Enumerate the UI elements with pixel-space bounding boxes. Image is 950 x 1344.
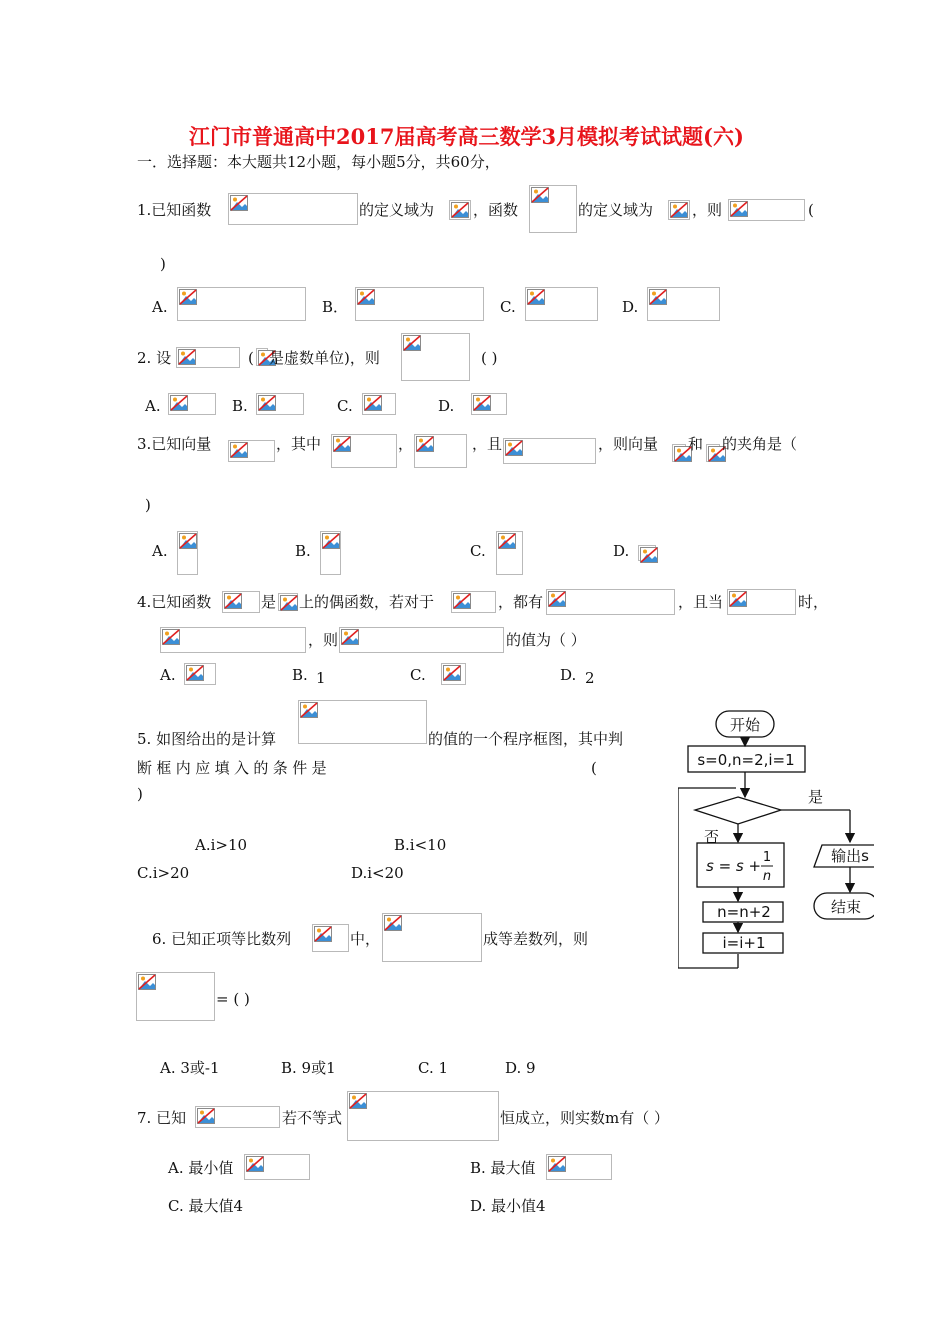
broken-image-icon	[230, 195, 248, 211]
option-label: D. 9	[505, 1059, 536, 1077]
formula-image	[546, 1154, 612, 1180]
formula-image	[441, 663, 466, 685]
q2-paren: ( )	[481, 349, 498, 367]
broken-image-icon	[649, 289, 667, 305]
formula-image	[503, 438, 596, 464]
formula-image	[176, 347, 240, 368]
option-label: C.	[500, 298, 516, 316]
step-n-label: n=n+2	[717, 903, 771, 921]
option-value: 1	[316, 669, 326, 687]
formula-image	[449, 200, 471, 220]
formula-image	[160, 627, 306, 653]
broken-image-icon	[230, 442, 248, 458]
option-label: D.	[613, 542, 630, 560]
q5-text: 5. 如图给出的是计算	[137, 730, 277, 748]
q4-text: ，则	[308, 631, 339, 649]
q5-text: )	[137, 785, 143, 803]
q3-text: ，	[398, 435, 414, 453]
formula-image	[228, 193, 358, 225]
end-label: 结束	[830, 898, 862, 916]
broken-image-icon	[186, 665, 204, 681]
option-label: B．	[322, 298, 349, 316]
broken-image-icon	[179, 289, 197, 305]
q3-paren: )	[145, 496, 151, 514]
step-i-label: i=i+1	[722, 934, 766, 952]
broken-image-icon	[730, 201, 748, 217]
formula-image	[256, 393, 304, 415]
broken-image-icon	[258, 395, 276, 411]
formula-image	[401, 333, 470, 381]
option-label: B. 最大值	[470, 1159, 536, 1177]
broken-image-icon	[341, 629, 359, 645]
broken-image-icon	[364, 395, 382, 411]
option-label: C. 1	[418, 1059, 449, 1077]
formula-image	[244, 1154, 310, 1180]
q4-text: 时，	[798, 593, 829, 611]
option-label: B.i<10	[394, 836, 447, 854]
broken-image-icon	[246, 1156, 264, 1172]
q2-text: (	[248, 349, 254, 367]
broken-image-icon	[670, 202, 688, 218]
formula-image	[668, 200, 690, 220]
formula-image	[728, 199, 805, 221]
broken-image-icon	[640, 547, 658, 563]
q1-text: 的定义域为	[578, 201, 654, 219]
broken-image-icon	[170, 395, 188, 411]
section-heading: 一．选择题：本大题共12小题，每小题5分，共60分，	[137, 153, 500, 171]
page-title: 江门市普通高中2017届高考高三数学3月模拟考试试题(六)	[189, 124, 744, 149]
broken-image-icon	[280, 595, 298, 611]
q4-text: 的值为（ ）	[506, 631, 586, 649]
formula-image	[256, 348, 268, 366]
q3-text: ，其中	[276, 435, 322, 453]
formula-image	[331, 434, 397, 468]
program-flowchart	[678, 706, 874, 972]
q3-text: 的夹角是（	[722, 435, 798, 453]
option-label: B.	[292, 666, 308, 684]
q3-text: 3.已知向量	[137, 435, 212, 453]
q6-text: 中，	[350, 930, 381, 948]
q7-text: 7. 已知	[137, 1109, 187, 1127]
q2-text: 是虚数单位)，则	[269, 349, 380, 367]
formula-image	[727, 589, 796, 615]
option-label: A.	[152, 542, 168, 560]
formula-image	[496, 531, 523, 575]
formula-image	[672, 444, 686, 462]
broken-image-icon	[403, 335, 421, 351]
formula-image	[177, 531, 198, 575]
option-label: B.	[295, 542, 311, 560]
broken-image-icon	[357, 289, 375, 305]
option-label: D.i<20	[351, 864, 404, 882]
formula-image	[414, 434, 467, 468]
option-label: A.	[160, 666, 176, 684]
formula-image	[355, 287, 484, 321]
broken-image-icon	[729, 591, 747, 607]
option-label: A. 最小值	[168, 1159, 234, 1177]
formula-image	[312, 924, 349, 952]
formula-image	[195, 1106, 280, 1128]
broken-image-icon	[531, 187, 549, 203]
option-label: A.i>10	[195, 836, 248, 854]
option-label: C.i>20	[137, 864, 190, 882]
formula-image	[228, 440, 275, 462]
assign-label: s = s +	[706, 857, 762, 875]
q1-text: 1.已知函数	[137, 201, 212, 219]
option-label: A.	[145, 397, 161, 415]
formula-image	[647, 287, 720, 321]
formula-image	[339, 627, 504, 653]
yes-label: 是	[808, 788, 824, 806]
formula-image	[136, 972, 215, 1021]
q5-text: 断框内应填入的条件是	[137, 759, 332, 777]
q5-text: (	[591, 759, 597, 777]
formula-image	[546, 589, 675, 615]
broken-image-icon	[384, 915, 402, 931]
q4-text: 4.已知函数	[137, 593, 212, 611]
formula-image	[347, 1091, 499, 1141]
option-label: B. 9或1	[281, 1059, 336, 1077]
q7-text: 若不等式	[282, 1109, 343, 1127]
broken-image-icon	[453, 593, 471, 609]
option-label: C.	[470, 542, 486, 560]
broken-image-icon	[224, 593, 242, 609]
broken-image-icon	[349, 1093, 367, 1109]
formula-image	[362, 393, 396, 415]
broken-image-icon	[473, 395, 491, 411]
formula-image	[177, 287, 306, 321]
option-label: D.	[438, 397, 455, 415]
q1-text: ，函数	[473, 201, 519, 219]
broken-image-icon	[498, 533, 516, 549]
broken-image-icon	[443, 665, 461, 681]
option-label: A. 3或-1	[160, 1059, 220, 1077]
start-label: 开始	[729, 716, 761, 734]
q4-text: 是	[261, 593, 277, 611]
formula-image	[320, 531, 341, 575]
init-label: s=0,n=2,i=1	[697, 751, 795, 769]
q6-text: 6. 已知正项等比数列	[152, 930, 292, 948]
option-label: D.	[622, 298, 639, 316]
q1-text: 的定义域为	[359, 201, 435, 219]
broken-image-icon	[548, 1156, 566, 1172]
broken-image-icon	[333, 436, 351, 452]
broken-image-icon	[322, 533, 340, 549]
fraction-denominator: n	[762, 869, 772, 884]
q6-text: 成等差数列，则	[483, 930, 589, 948]
output-label: 输出s	[831, 847, 869, 865]
option-label: C.	[337, 397, 353, 415]
formula-image	[706, 444, 720, 462]
formula-image	[222, 591, 260, 613]
q7-text: 恒成立，则实数m有（ ）	[500, 1109, 669, 1127]
broken-image-icon	[162, 629, 180, 645]
broken-image-icon	[300, 702, 318, 718]
formula-image	[382, 913, 482, 962]
q1-text: (	[808, 201, 814, 219]
formula-image	[278, 593, 298, 611]
no-label: 否	[704, 828, 720, 846]
condition-diamond	[695, 797, 781, 824]
fraction-numerator: 1	[762, 850, 772, 865]
option-label: D. 最小值4	[470, 1197, 546, 1215]
q1-text: ，则	[692, 201, 723, 219]
q2-text: 2. 设	[137, 349, 172, 367]
q3-text: ，则向量	[598, 435, 659, 453]
broken-image-icon	[505, 440, 523, 456]
broken-image-icon	[197, 1108, 215, 1124]
option-label: C. 最大值4	[168, 1197, 244, 1215]
formula-image	[638, 545, 656, 561]
q1-paren: )	[160, 255, 166, 273]
formula-image	[451, 591, 496, 613]
q3-text: ，且	[472, 435, 503, 453]
q6-text: = ( )	[216, 990, 250, 1008]
broken-image-icon	[527, 289, 545, 305]
broken-image-icon	[548, 591, 566, 607]
option-label: C.	[410, 666, 426, 684]
option-label: B.	[232, 397, 248, 415]
formula-image	[529, 185, 577, 233]
formula-image	[298, 700, 427, 744]
broken-image-icon	[178, 349, 196, 365]
option-value: 2	[585, 669, 595, 687]
broken-image-icon	[314, 926, 332, 942]
q3-text: 和	[688, 435, 704, 453]
formula-image	[184, 663, 216, 685]
broken-image-icon	[416, 436, 434, 452]
q4-text: ，且当	[678, 593, 724, 611]
q4-text: ，都有	[498, 593, 544, 611]
formula-image	[471, 393, 507, 415]
broken-image-icon	[451, 202, 469, 218]
option-label: A.	[152, 298, 168, 316]
formula-image	[168, 393, 216, 415]
q5-text: 的值的一个程序框图，其中判	[428, 730, 624, 748]
broken-image-icon	[138, 974, 156, 990]
option-label: D.	[560, 666, 577, 684]
formula-image	[525, 287, 598, 321]
broken-image-icon	[179, 533, 197, 549]
q4-text: 上的偶函数，若对于	[299, 593, 435, 611]
